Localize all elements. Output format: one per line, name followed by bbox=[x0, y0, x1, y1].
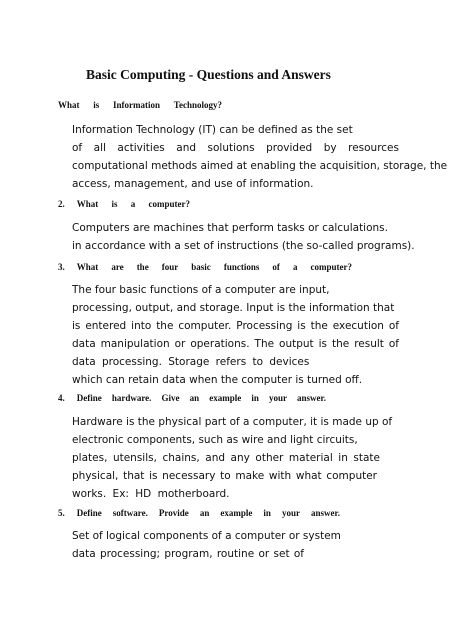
question-4-word: Give bbox=[161, 393, 180, 403]
question-number: 3. bbox=[58, 262, 65, 272]
question-3-word: of bbox=[272, 262, 280, 272]
answer-2 bbox=[72, 219, 415, 255]
answer-line: data processing; program, routine or set of bbox=[72, 548, 304, 560]
answer-line: Computers are machines that perform tasks or calculations. bbox=[72, 222, 388, 234]
answer-3 bbox=[72, 281, 399, 389]
question-5-heading bbox=[58, 508, 340, 518]
answer-5 bbox=[72, 527, 399, 563]
answer-line: is entered into the computer. Processing is the execution of bbox=[72, 320, 399, 332]
answer-line: Information Technology (IT) can be defined as the set bbox=[72, 124, 353, 136]
question-3-heading bbox=[58, 262, 352, 272]
answer-line: works. Ex: HD motherboard. bbox=[72, 488, 230, 500]
question-5-word: Define bbox=[76, 508, 102, 518]
answer-line: computational methods aimed at enabling the acquisition, storage, the bbox=[72, 160, 448, 172]
question-3-word: four bbox=[161, 262, 179, 272]
question-1-word: is bbox=[93, 100, 100, 110]
question-4-word: hardware. bbox=[111, 393, 152, 403]
question-3-text bbox=[77, 262, 352, 272]
question-3-word: are bbox=[111, 262, 124, 272]
question-3-word: the bbox=[136, 262, 149, 272]
question-1-word: Technology? bbox=[173, 100, 222, 110]
question-4-word: answer. bbox=[297, 393, 326, 403]
answer-1 bbox=[72, 121, 448, 193]
question-3-word: What bbox=[76, 262, 99, 272]
answer-line: plates, utensils, chains, and any other material in state bbox=[72, 452, 380, 464]
question-2-word: is bbox=[111, 199, 118, 209]
answer-line: The four basic functions of a computer are input, bbox=[72, 284, 330, 296]
question-4-word: an bbox=[189, 393, 200, 403]
answer-line: Hardware is the physical part of a computer, it is made up of bbox=[72, 416, 393, 428]
question-5-word: answer. bbox=[311, 508, 340, 518]
question-3-word: basic bbox=[191, 262, 211, 272]
question-3-word: functions bbox=[223, 262, 260, 272]
question-1-heading bbox=[58, 100, 222, 110]
question-5-word: software. bbox=[112, 508, 148, 518]
question-2-word: computer? bbox=[148, 199, 190, 209]
question-1-word: Information bbox=[113, 100, 161, 110]
question-1-word: What bbox=[58, 100, 80, 110]
question-2-word: a bbox=[130, 199, 136, 209]
question-4-heading bbox=[58, 393, 326, 403]
question-1-text bbox=[58, 100, 222, 110]
question-5-word: example bbox=[220, 508, 253, 518]
answer-line: Set of logical components of a computer or system bbox=[72, 530, 341, 542]
question-2-word: What bbox=[76, 199, 99, 209]
question-4-word: Define bbox=[76, 393, 102, 403]
answer-line: of all activities and solutions provided by resources bbox=[72, 142, 399, 154]
answer-line: processing, output, and storage. Input is the information that bbox=[72, 302, 395, 314]
answer-line: which can retain data when the computer is turned off. bbox=[72, 374, 363, 386]
question-5-text bbox=[77, 508, 340, 518]
question-number: 5. bbox=[58, 508, 65, 518]
answer-4 bbox=[72, 413, 399, 503]
question-3-word: a bbox=[292, 262, 298, 272]
question-4-word: your bbox=[268, 393, 287, 403]
answer-line: data processing. Storage refers to devices bbox=[72, 356, 310, 368]
question-3-word: computer? bbox=[310, 262, 352, 272]
question-4-word: in bbox=[251, 393, 259, 403]
question-5-word: an bbox=[199, 508, 210, 518]
question-5-word: your bbox=[281, 508, 300, 518]
question-2-text bbox=[77, 199, 190, 209]
question-number: 4. bbox=[58, 393, 65, 403]
answer-line: physical, that is necessary to make with what computer bbox=[72, 470, 377, 482]
question-5-word: Provide bbox=[158, 508, 189, 518]
answer-line: access, management, and use of information. bbox=[72, 178, 314, 190]
answer-line: data manipulation or operations. The output is the result of bbox=[72, 338, 399, 350]
question-5-word: in bbox=[263, 508, 271, 518]
question-4-text bbox=[77, 393, 326, 403]
answer-line: in accordance with a set of instructions (the so-called programs). bbox=[72, 240, 415, 252]
answer-line: electronic components, such as wire and light circuits, bbox=[72, 434, 358, 446]
question-4-word: example bbox=[209, 393, 242, 403]
question-2-heading bbox=[58, 199, 190, 209]
document-title: Basic Computing - Questions and Answers bbox=[86, 67, 331, 82]
question-number: 2. bbox=[58, 199, 65, 209]
